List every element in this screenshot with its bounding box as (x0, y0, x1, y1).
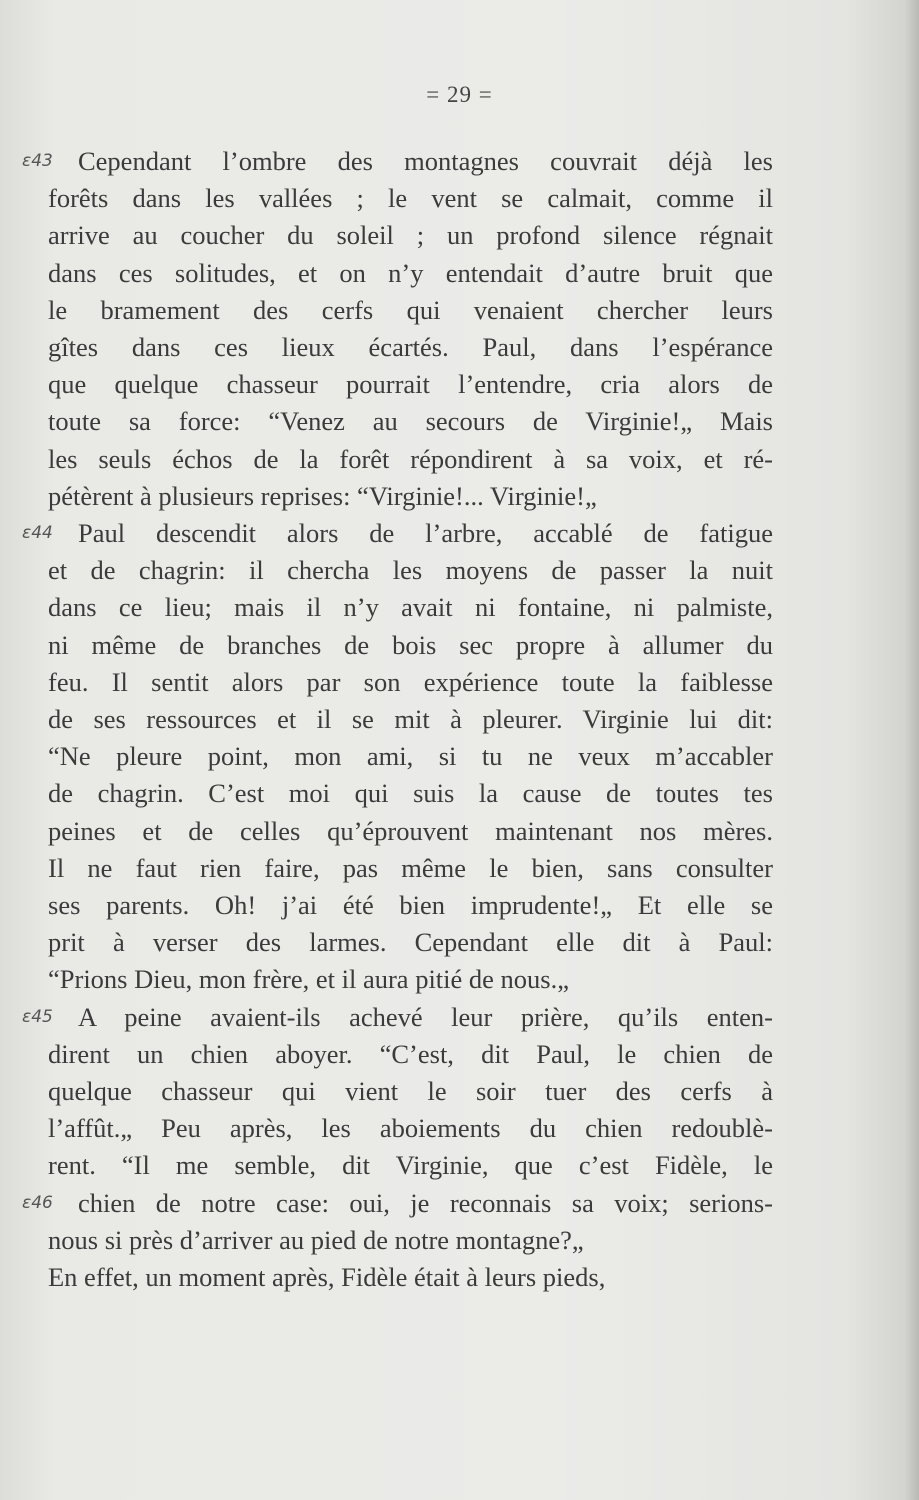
text-line: Il ne faut rien faire, pas même le bien, sans consulter (48, 852, 773, 883)
text-line: que quelque chasseur pourrait l’entendre, cria alors de (48, 369, 773, 400)
text-line: l’affût.„ Peu après, les aboiements du chien redoublè- (48, 1113, 773, 1144)
text-line: arrive au coucher du soleil ; un profond silence régnait (48, 220, 773, 251)
text-line: forêts dans les vallées ; le vent se calmait, comme il (48, 183, 773, 214)
text-line: quelque chasseur qui vient le soir tuer des cerfs à (48, 1076, 773, 1106)
text-line: le bramement des cerfs qui venaient chercher leurs (48, 294, 773, 325)
text-line: “Ne pleure point, mon ami, si tu ne veux m’accabler (48, 741, 773, 772)
margin-annotation: ε44 (22, 523, 53, 543)
text-line: et de chagrin: il chercha les moyens de passer la nuit (48, 555, 773, 586)
text-line: pétèrent à plusieurs reprises: “Virginie!... Virginie!„ (48, 480, 597, 511)
text-line: rent. “Il me semble, dit Virginie, que c’est Fidèle, le (48, 1150, 773, 1181)
page-edge-shadow (905, 0, 919, 1500)
text-line: ni même de branches de bois sec propre à allumer du (48, 629, 773, 660)
text-line: de ses ressources et il se mit à pleurer. Virginie lui dit: (48, 704, 773, 734)
text-line: dans ce lieu; mais il n’y avait ni fontaine, ni palmiste, (48, 592, 773, 623)
page-number: = 29 = (426, 82, 493, 107)
text-line: Cependant l’ombre des montagnes couvrait déjà les (78, 146, 773, 176)
text-line: En effet, un moment après, Fidèle était à leurs pieds, (48, 1262, 606, 1292)
margin-annotation: ε46 (22, 1192, 53, 1213)
text-line: ses parents. Oh! j’ai été bien imprudente!„ Et elle se (48, 890, 773, 920)
text-line: les seuls échos de la forêt répondirent à sa voix, et ré- (48, 443, 773, 474)
text-line: nous si près d’arriver au pied de notre montagne?„ (48, 1224, 584, 1255)
text-line: chien de notre case: oui, je reconnais sa voix; serions- (78, 1187, 773, 1218)
text-line: A peine avaient-ils achevé leur prière, qu’ils enten- (78, 1001, 773, 1032)
text-line: gîtes dans ces lieux écartés. Paul, dans l’espérance (48, 332, 773, 362)
text-line: peines et de celles qu’éprouvent maintenant nos mères. (48, 815, 773, 846)
text-line: Paul descendit alors de l’arbre, accablé de fatigue (78, 518, 773, 548)
text-line: de chagrin. C’est moi qui suis la cause de toutes tes (48, 778, 773, 809)
text-line: prit à verser des larmes. Cependant elle dit à Paul: (48, 927, 773, 958)
text-line: “Prions Dieu, mon frère, et il aura pitié de nous.„ (48, 964, 570, 995)
margin-annotation: ε45 (22, 1006, 53, 1027)
text-line: feu. Il sentit alors par son expérience toute la faiblesse (48, 666, 773, 697)
text-line: toute sa force: “Venez au secours de Virginie!„ Mais (48, 406, 773, 437)
text-line: dans ces solitudes, et on n’y entendait d’autre bruit que (48, 257, 773, 288)
margin-annotation: ε43 (22, 151, 53, 171)
text-line: dirent un chien aboyer. “C’est, dit Paul, le chien de (48, 1038, 773, 1069)
